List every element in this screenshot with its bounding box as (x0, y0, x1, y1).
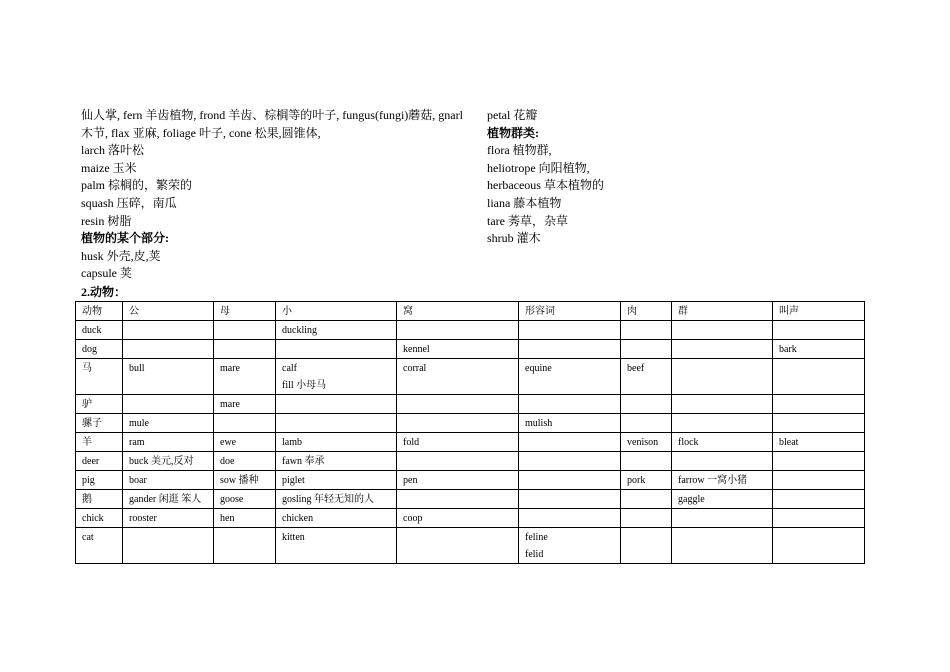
table-cell-text: bark (779, 344, 797, 355)
table-cell (76, 321, 123, 340)
table-cell (214, 321, 276, 340)
table-cell (519, 490, 621, 509)
table-cell (214, 471, 276, 490)
left-column-line: 木节, flax 亚麻, foliage 叶子, cone 松果,圆锥体, (81, 125, 321, 140)
table-cell-text: doe (220, 456, 235, 467)
table-cell (672, 490, 773, 509)
table-cell (672, 509, 773, 528)
table-row (76, 340, 865, 359)
table-cell-text: beef (627, 363, 645, 374)
table-cell (621, 359, 672, 395)
left-column-line: larch 落叶松 (81, 143, 144, 158)
table-cell (214, 414, 276, 433)
table-cell (621, 490, 672, 509)
plant-vocab-right-column (487, 107, 867, 248)
table-cell (773, 414, 865, 433)
table-cell (76, 395, 123, 414)
table-cell-text: 马 (82, 363, 92, 374)
table-cell (397, 395, 519, 414)
table-cell (76, 471, 123, 490)
table-cell (519, 321, 621, 340)
table-cell-text: 羊 (82, 437, 92, 448)
table-cell (672, 359, 773, 395)
table-cell (519, 433, 621, 452)
table-cell (621, 452, 672, 471)
table-cell (397, 509, 519, 528)
table-cell (621, 321, 672, 340)
table-cell-text: chicken (282, 513, 314, 524)
table-cell (773, 509, 865, 528)
table-cell (276, 414, 397, 433)
table-cell-text: ewe (220, 437, 237, 448)
table-cell (519, 340, 621, 359)
table-cell (672, 452, 773, 471)
table-cell (672, 340, 773, 359)
left-column-line: resin 树脂 (81, 213, 132, 228)
table-row (76, 359, 865, 395)
left-column-line: 仙人掌, fern 羊齿植物, frond 羊齿、棕榈等的叶子, fungus(fungi)蘑菇, gnarl (81, 108, 463, 122)
table-cell-text: calf (282, 363, 297, 374)
table-cell (123, 433, 214, 452)
table-header-cell: 动物 (76, 302, 123, 321)
table-cell-text: ram (129, 437, 145, 448)
table-cell-text: boar (129, 475, 147, 486)
table-cell-text: gaggle (678, 494, 705, 505)
table-header-cell: 群 (672, 302, 773, 321)
left-column-line: squash 压碎，南瓜 (81, 195, 177, 210)
table-cell-text: fill 小母马 (282, 380, 327, 391)
table-cell (519, 528, 621, 564)
table-cell-text: pig (82, 475, 95, 486)
table-cell-text: kennel (403, 344, 430, 355)
table-header-cell: 叫声 (773, 302, 865, 321)
table-cell-text: piglet (282, 475, 305, 486)
right-column-line: herbaceous 草本植物的 (487, 178, 604, 193)
table-cell (123, 414, 214, 433)
table-cell (76, 340, 123, 359)
table-cell (76, 490, 123, 509)
right-column-line: shrub 灌木 (487, 231, 541, 246)
left-column-line: capsule 荚 (81, 266, 132, 281)
table-row (76, 528, 865, 564)
table-header-cell: 形容词 (519, 302, 621, 321)
table-cell (397, 414, 519, 433)
table-cell (76, 359, 123, 395)
table-row (76, 414, 865, 433)
table-cell (773, 452, 865, 471)
table-cell (276, 321, 397, 340)
table-cell (621, 433, 672, 452)
table-cell-text: cat (82, 532, 94, 543)
table-cell (397, 528, 519, 564)
table-cell-text: 驴 (82, 399, 92, 410)
table-cell (276, 395, 397, 414)
table-cell (773, 359, 865, 395)
table-header-row (76, 302, 865, 321)
table-cell (214, 433, 276, 452)
table-cell-text: lamb (282, 437, 302, 448)
table-cell-text: dog (82, 344, 97, 355)
table-cell (123, 452, 214, 471)
table-cell-text: farrow 一窝小猪 (678, 475, 748, 486)
table-cell-text: sow 播种 (220, 475, 259, 486)
table-header-cell: 公 (123, 302, 214, 321)
table-cell (672, 414, 773, 433)
table-cell-text: mare (220, 363, 240, 374)
table-row (76, 395, 865, 414)
table-cell (214, 395, 276, 414)
right-column-line: heliotrope 向阳植物, (487, 160, 590, 175)
table-cell (397, 340, 519, 359)
table-row (76, 509, 865, 528)
left-column-heading: 植物的某个部分: (81, 231, 169, 246)
table-cell (76, 433, 123, 452)
table-cell (123, 471, 214, 490)
table-cell (621, 509, 672, 528)
table-cell (123, 490, 214, 509)
table-cell-text: 骡子 (82, 418, 102, 429)
table-cell (519, 452, 621, 471)
table-cell (397, 433, 519, 452)
table-cell (672, 471, 773, 490)
table-cell-text: equine (525, 363, 552, 374)
table-cell (773, 433, 865, 452)
table-cell (276, 340, 397, 359)
table-cell (276, 452, 397, 471)
table-cell (214, 509, 276, 528)
table-cell-text: feline (525, 532, 548, 543)
table-cell (621, 414, 672, 433)
table-cell-text: deer (82, 456, 100, 467)
table-cell-text: goose (220, 494, 244, 505)
table-cell (519, 414, 621, 433)
table-cell (76, 509, 123, 528)
table-cell (276, 490, 397, 509)
table-cell (773, 471, 865, 490)
table-cell-text: pen (403, 475, 418, 486)
table-cell (214, 359, 276, 395)
table-cell-text: duck (82, 325, 102, 336)
table-cell (123, 321, 214, 340)
table-header-cell: 窝 (397, 302, 519, 321)
table-header-cell: 母 (214, 302, 276, 321)
table-cell-text: felid (525, 549, 544, 560)
table-header-cell: 小 (276, 302, 397, 321)
table-cell (621, 471, 672, 490)
right-column-line: tare 莠草，杂草 (487, 213, 568, 228)
table-cell (672, 433, 773, 452)
right-column-line: liana 藤本植物 (487, 195, 562, 210)
table-cell (123, 395, 214, 414)
table-cell (123, 340, 214, 359)
table-cell (773, 340, 865, 359)
table-cell (397, 359, 519, 395)
table-cell (519, 359, 621, 395)
table-cell (773, 490, 865, 509)
table-cell-text: rooster (129, 513, 157, 524)
table-cell (276, 471, 397, 490)
right-column-line: petal 花瓣 (487, 108, 538, 122)
table-cell (519, 471, 621, 490)
table-cell-text: buck 美元,反对 (129, 456, 194, 467)
table-cell (276, 433, 397, 452)
table-cell-text: bull (129, 363, 145, 374)
section-heading-animals: 2.动物： (81, 285, 127, 299)
table-cell (519, 395, 621, 414)
table-cell (621, 395, 672, 414)
table-cell (672, 395, 773, 414)
table-cell-text: 鹅 (82, 494, 92, 505)
table-cell (276, 359, 397, 395)
left-column-line: maize 玉米 (81, 160, 137, 175)
right-column-heading: 植物群类: (487, 125, 539, 140)
table-cell (76, 528, 123, 564)
table-cell-text: bleat (779, 437, 799, 448)
table-cell-text: gosling 年轻无知的人 (282, 494, 374, 505)
table-cell (672, 321, 773, 340)
table-cell (672, 528, 773, 564)
table-cell-text: pork (627, 475, 646, 486)
left-column-line: husk 外壳,皮,荚 (81, 248, 161, 263)
table-cell (123, 359, 214, 395)
table-cell-text: mulish (525, 418, 553, 429)
table-cell-text: corral (403, 363, 427, 374)
table-cell (123, 509, 214, 528)
table-cell (214, 528, 276, 564)
table-row (76, 490, 865, 509)
table-cell-text: mare (220, 399, 240, 410)
table-cell (621, 528, 672, 564)
right-column-line: flora 植物群, (487, 143, 552, 158)
table-cell (519, 509, 621, 528)
table-cell (76, 414, 123, 433)
table-cell-text: gander 闲逛 笨人 (129, 494, 202, 505)
table-row (76, 321, 865, 340)
table-row (76, 433, 865, 452)
table-cell (214, 452, 276, 471)
table-cell (397, 490, 519, 509)
table-cell-text: duckling (282, 325, 317, 336)
table-cell-text: chick (82, 513, 104, 524)
table-cell-text: flock (678, 437, 699, 448)
table-header-cell: 肉 (621, 302, 672, 321)
table-cell (773, 528, 865, 564)
table-cell (214, 340, 276, 359)
table-cell-text: fold (403, 437, 420, 448)
table-cell-text: mule (129, 418, 149, 429)
table-row (76, 471, 865, 490)
table-cell (276, 528, 397, 564)
table-row (76, 452, 865, 471)
table-cell-text: coop (403, 513, 423, 524)
table-cell (773, 321, 865, 340)
table-cell-text: kitten (282, 532, 305, 543)
table-cell (397, 321, 519, 340)
table-cell (773, 395, 865, 414)
table-cell (214, 490, 276, 509)
table-cell-text: venison (627, 437, 659, 448)
table-cell (621, 340, 672, 359)
table-cell (397, 471, 519, 490)
table-cell-text: fawn 奉承 (282, 456, 325, 467)
animal-vocab-table (75, 301, 865, 564)
table-cell-text: hen (220, 513, 235, 524)
table-cell (76, 452, 123, 471)
table-cell (276, 509, 397, 528)
plant-vocab-left-column (81, 107, 471, 283)
table-cell (397, 452, 519, 471)
left-column-line: palm 棕榈的，繁荣的 (81, 178, 192, 193)
table-cell (123, 528, 214, 564)
